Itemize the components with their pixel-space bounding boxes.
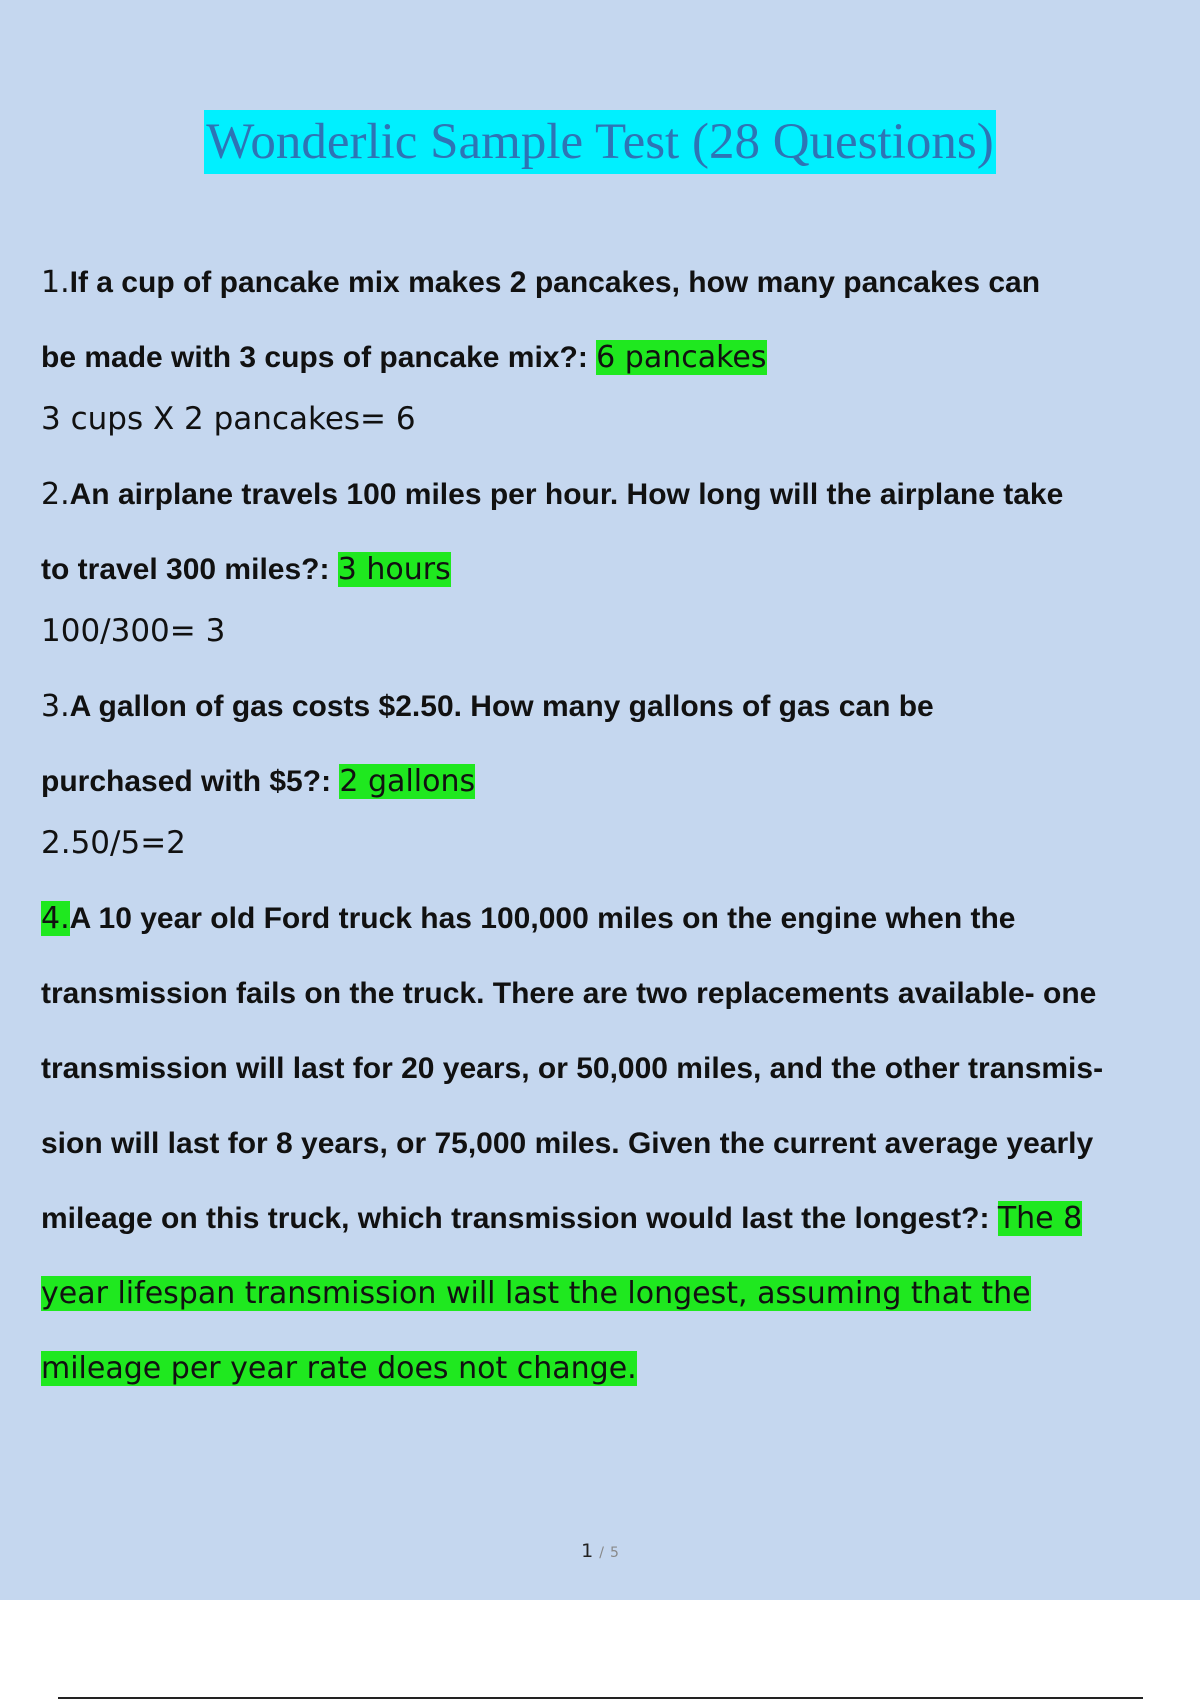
question-4-answer-part-3: mileage per year rate does not change. (41, 1351, 637, 1386)
question-1-number: 1. (41, 265, 70, 300)
question-2-work: 100/300= 3 (41, 613, 226, 649)
question-1-line-2 (41, 320, 1181, 395)
question-4-line-5 (41, 1181, 1181, 1256)
question-3-number: 3. (41, 689, 70, 724)
question-2-number: 2. (41, 477, 70, 512)
question-2-answer: 3 hours (337, 552, 451, 587)
question-2-text-1: An airplane travels 100 miles per hour. How long will the airplane take (69, 478, 1064, 511)
question-4-line-3: transmission will last for 20 years, or 50,000 miles, and the other transmis- (41, 1052, 1104, 1085)
question-3-answer: 2 gallons (339, 764, 476, 799)
question-1-work: 3 cups X 2 pancakes= 6 (41, 401, 416, 437)
question-3-work: 2.50/5=2 (41, 825, 186, 861)
question-3-text-1: A gallon of gas costs $2.50. How many gallons of gas can be (69, 690, 934, 723)
question-4-answer-part-1: The 8 (997, 1201, 1083, 1236)
question-4 (41, 881, 1181, 1406)
question-4-answer-part-2: year lifespan transmission will last the longest, assuming that the (41, 1276, 1031, 1311)
title-container (0, 110, 1200, 174)
question-1-line-1 (41, 245, 1181, 320)
question-4-text-5: mileage on this truck, which transmission would last the longest?: (41, 1202, 998, 1235)
question-4-text-1: A 10 year old Ford truck has 100,000 miles on the engine when the (69, 902, 1016, 935)
question-4-line-6 (41, 1256, 1181, 1331)
question-4-line-4: sion will last for 8 years, or 75,000 miles. Given the current average yearly (41, 1127, 1094, 1160)
question-4-number: 4. (41, 901, 70, 936)
question-3-line-2 (41, 744, 1181, 819)
question-1-answer: 6 pancakes (596, 340, 767, 375)
question-3-line-1 (41, 669, 1181, 744)
question-1 (41, 245, 1181, 395)
question-3 (41, 669, 1181, 819)
next-page-rule (58, 1697, 1143, 1699)
page-separator: / (599, 1545, 604, 1561)
current-page: 1 (581, 1540, 594, 1562)
question-1-text-1: If a cup of pancake mix makes 2 pancakes, how many pancakes can (69, 266, 1041, 299)
question-2-line-1 (41, 457, 1181, 532)
total-pages: 5 (609, 1545, 619, 1561)
question-3-text-2: purchased with $5?: (41, 765, 340, 798)
question-4-line-2: transmission fails on the truck. There are two replacements available- one (41, 977, 1097, 1010)
document-title: Wonderlic Sample Test (28 Questions) (204, 110, 995, 174)
question-2 (41, 457, 1181, 607)
question-1-text-2: be made with 3 cups of pancake mix?: (41, 341, 597, 374)
page-number (0, 1540, 1200, 1562)
question-4-line-1 (41, 881, 1181, 956)
question-4-line-7 (41, 1331, 1181, 1406)
document-body (41, 245, 1181, 1406)
question-2-text-2: to travel 300 miles?: (41, 553, 338, 586)
question-2-line-2 (41, 532, 1181, 607)
